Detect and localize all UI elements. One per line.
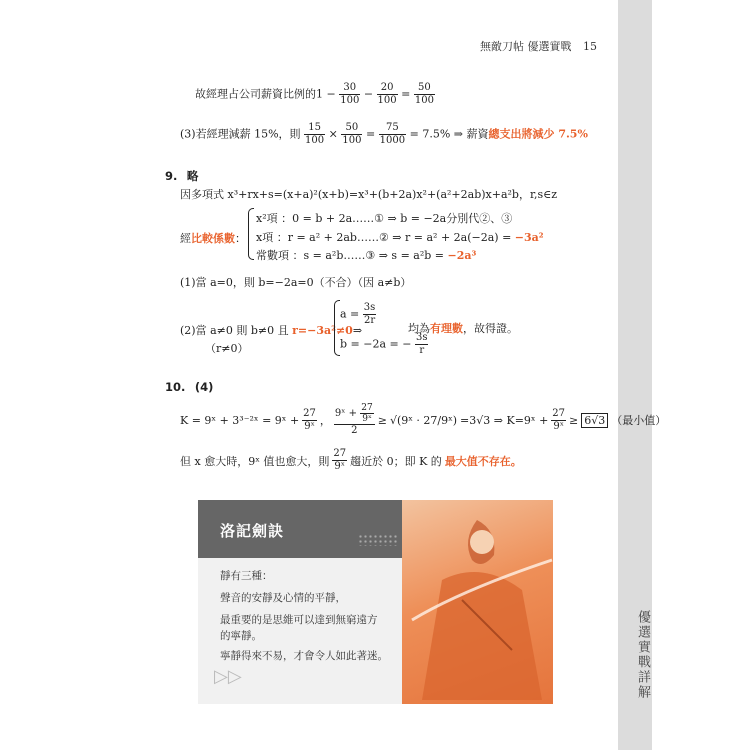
fraction: $\frac{27}{\text{9ˣ}}$	[333, 448, 347, 472]
card-title: 洛記劍訣	[220, 522, 285, 540]
q10-last-line: 但 x 愈大時，9ˣ 值也愈大，則 $\frac{27}{\text{9ˣ}}$ 趨近於 0；即 K 的 最大值不存在。	[180, 448, 522, 472]
fraction: $\frac{50}{100}$	[342, 122, 362, 146]
running-header	[480, 38, 597, 54]
boxed-result: 6√3	[581, 413, 608, 428]
q9-system-row1: a = $\frac{3s}{2r}$	[340, 302, 376, 326]
fraction: $\frac{20}{100}$	[377, 82, 397, 106]
compound-numerator: 9ˣ + $\frac{27}{\text{9ˣ}}$	[334, 403, 373, 424]
fraction: $\frac{3s}{r}$	[415, 332, 428, 356]
q9-system-row2: b = −2a = − $\frac{3s}{r}$	[340, 332, 428, 356]
accent-text: 總支出將減少 7.5%	[488, 127, 588, 141]
left-brace	[248, 208, 254, 260]
q9-row3: 常數項 ：s = a²b……③ ⇒ s = a²b = −2a³	[256, 249, 477, 262]
side-tab-label: 優選實戰詳解	[635, 610, 650, 700]
q9-case2: (2)當 a≠0 則 b≠0 且 r=−3a²≠0⇒	[180, 324, 363, 337]
card-line: 的寧靜。	[220, 630, 262, 642]
q9-heading: 9. 略	[165, 169, 199, 183]
quote-card	[198, 500, 553, 704]
card-line: 寧靜得來不易，才會令人如此著迷。	[220, 650, 388, 662]
fraction: 9ˣ + $\frac{27}{\text{9ˣ}}$ 2	[334, 403, 373, 436]
side-tab	[618, 0, 652, 750]
card-line: 最重要的是思維可以達到無窮遠方	[220, 614, 378, 626]
fraction: $\frac{3s}{2r}$	[363, 302, 376, 326]
q9-row1: x²項 ：0 = b + 2a……① ⇒ b = −2a分別代②、③	[256, 212, 513, 225]
swordsman-illustration	[402, 500, 553, 704]
fraction: $\frac{75}{1000}$	[379, 122, 406, 146]
fraction: $\frac{27}{\text{9ˣ}}$	[303, 407, 316, 432]
card-line: 聲音的安靜及心情的平靜，	[220, 592, 346, 604]
q9-row2: x項 ：r = a² + 2ab……② ⇒ r = a² + 2a(−2a) = −3a²	[256, 231, 544, 244]
q8-line1: 故經理占公司薪資比例的1 − $\frac{30}{100}$ − $\frac{20}{100}$ = $\frac{50}{100}$	[195, 82, 434, 106]
book-title: 無敵刀帖 優選實戰	[480, 40, 572, 53]
q10-k-line: K = 9ˣ + 3³⁻²ˣ = 9ˣ + $\frac{27}{\text{9ˣ}}$ ， 9ˣ + $\frac{27}{\text{9ˣ}}$ 2 ≥ √(9ˣ · 27/9ˣ) =3√3 ⇒ K=9ˣ + $\frac{27}{\text{9ˣ}}$ ≥ 6√3 （最小值）	[180, 403, 667, 436]
dot-pattern	[358, 534, 398, 546]
q9-conclusion: 均為有理數，故得證。	[408, 322, 518, 335]
q9-factor-line: 因多項式 x³+rx+s=(x+a)²(x+b)=x³+(b+2a)x²+(a²+2ab)x+a²b，r,s∈z	[180, 188, 558, 201]
q10-heading: 10. (4)	[165, 380, 214, 394]
card-line: 靜有三種：	[220, 570, 273, 582]
fraction: $\frac{50}{100}$	[414, 82, 434, 106]
fraction: $\frac{30}{100}$	[340, 82, 360, 106]
sqrt-expression: √(9ˣ · 27/9ˣ)	[389, 413, 458, 427]
q9-case1: (1)當 a=0，則 b=−2a=0（不合）（因 a≠b）	[180, 276, 412, 289]
page-number: 15	[583, 40, 597, 53]
q9-compare-label: 經比較係數：	[180, 232, 246, 245]
play-arrows-icon: ▷▷	[214, 666, 242, 687]
q9-case2-sub: （r≠0）	[205, 342, 249, 355]
q8-line2: (3)若經理減薪 15%，則 $\frac{15}{100}$ × $\frac{50}{100}$ = $\frac{75}{1000}$ = 7.5% ⇒ 薪資總支出將減少 7.5%	[180, 122, 588, 146]
fraction: $\frac{15}{100}$	[305, 122, 325, 146]
fraction: $\frac{27}{\text{9ˣ}}$	[552, 407, 566, 432]
